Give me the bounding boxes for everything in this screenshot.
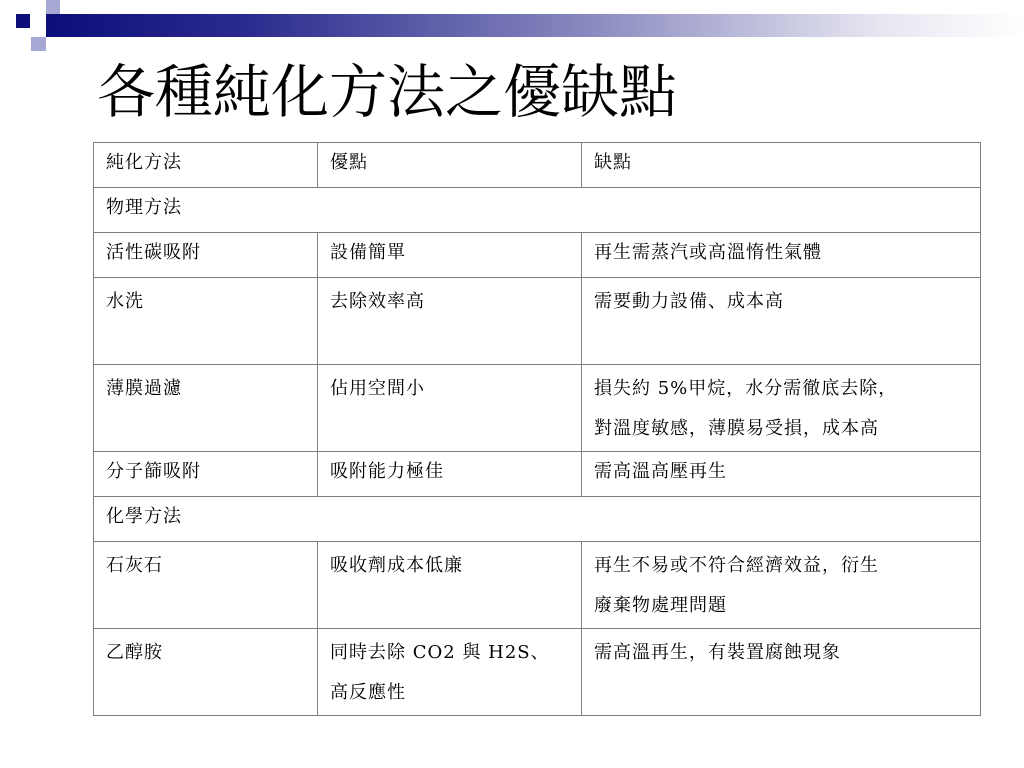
advantage-cell: 同時去除 CO2 與 H2S、 高反應性 (318, 629, 582, 716)
advantage-cell: 佔用空間小 (318, 365, 582, 452)
disadvantage-cell: 需高溫高壓再生 (582, 452, 981, 497)
disadvantage-cell: 再生不易或不符合經濟效益，衍生 廢棄物處理問題 (582, 542, 981, 629)
table-row (94, 452, 981, 497)
method-cell: 乙醇胺 (94, 629, 318, 716)
table-row (94, 278, 981, 365)
advantage-cell: 去除效率高 (318, 278, 582, 365)
header-cell-method: 純化方法 (94, 143, 318, 188)
deco-square (46, 0, 60, 14)
disadvantage-cell: 需要動力設備、成本高 (582, 278, 981, 365)
table-header-row (94, 143, 981, 188)
disadvantage-cell: 需高溫再生，有裝置腐蝕現象 (582, 629, 981, 716)
table-row (94, 629, 981, 716)
deco-square (31, 14, 46, 37)
method-cell: 分子篩吸附 (94, 452, 318, 497)
advantage-cell: 設備簡單 (318, 233, 582, 278)
deco-square (16, 14, 30, 28)
header-cell-advantage: 優點 (318, 143, 582, 188)
section-physical: 物理方法 (94, 188, 981, 233)
advantage-cell: 吸附能力極佳 (318, 452, 582, 497)
slide-title: 各種純化方法之優缺點 (97, 58, 678, 126)
deco-square (31, 37, 46, 51)
section-row (94, 188, 981, 233)
comparison-table (93, 142, 981, 716)
table-row (94, 365, 981, 452)
disadvantage-cell: 損失約 5%甲烷，水分需徹底去除， 對溫度敏感，薄膜易受損，成本高 (582, 365, 981, 452)
advantage-cell: 吸收劑成本低廉 (318, 542, 582, 629)
section-row (94, 497, 981, 542)
table-row (94, 233, 981, 278)
header-gradient-bar (60, 14, 1024, 37)
deco-square (46, 14, 60, 37)
method-cell: 活性碳吸附 (94, 233, 318, 278)
table-row (94, 542, 981, 629)
method-cell: 石灰石 (94, 542, 318, 629)
disadvantage-cell: 再生需蒸汽或高溫惰性氣體 (582, 233, 981, 278)
method-cell: 薄膜過濾 (94, 365, 318, 452)
section-chemical: 化學方法 (94, 497, 981, 542)
method-cell: 水洗 (94, 278, 318, 365)
header-cell-disadvantage: 缺點 (582, 143, 981, 188)
